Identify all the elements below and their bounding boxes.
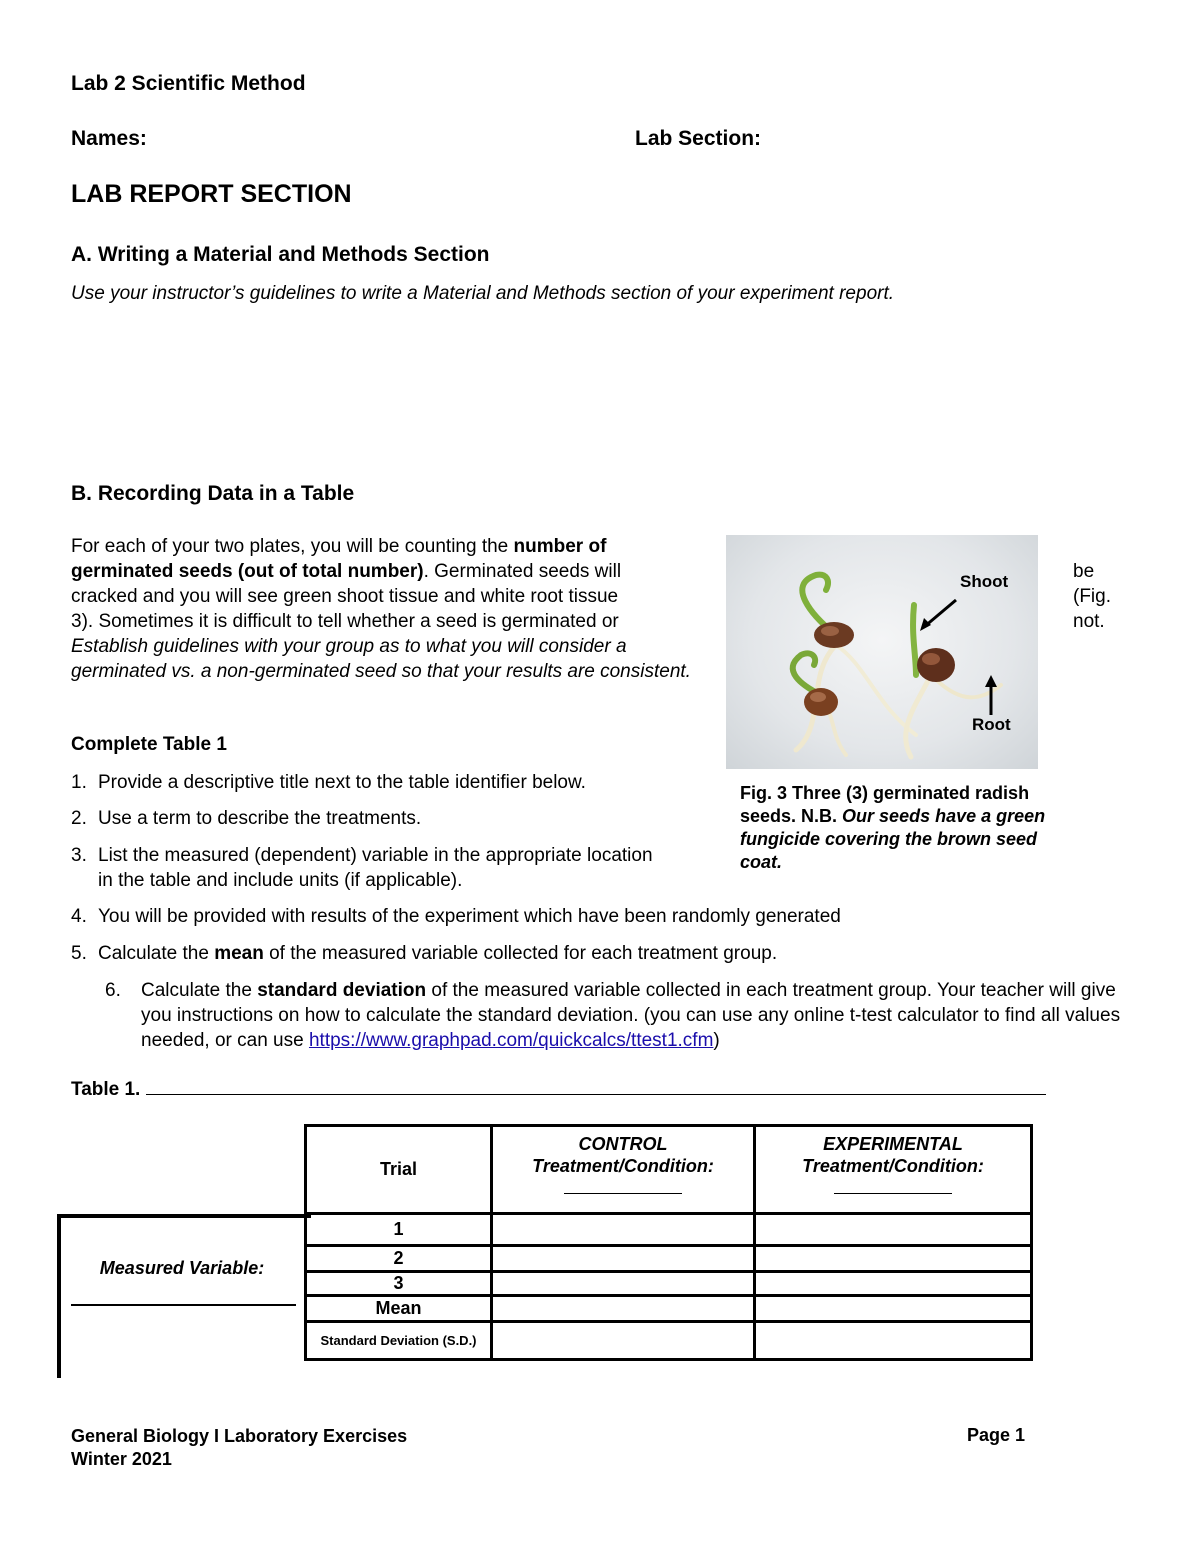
control-header-sub: Treatment/Condition: [532,1156,714,1176]
table-row [306,1214,1032,1246]
list-text: Use a term to describe the treatments. [98,808,422,829]
list-number: 6. [105,980,121,1001]
experimental-cell[interactable] [755,1214,1032,1246]
experimental-cell[interactable] [755,1296,1032,1322]
measured-variable-label: Measured Variable: [99,1258,265,1278]
para-text-3: cracked and you will see green shoot tissue and white root tissue [71,586,619,607]
graphpad-link[interactable]: https://www.graphpad.com/quickcalcs/ttest1.cfm [308,1030,714,1051]
list-item [71,843,671,893]
table-identifier: Table 1. [71,1079,141,1100]
names-label: Names: [71,127,147,150]
control-cell[interactable] [492,1214,755,1246]
experimental-header-sub: Treatment/Condition: [802,1156,984,1176]
list-number: 1. [71,772,87,793]
item-6-text [141,978,1121,1053]
control-cell[interactable] [492,1322,755,1360]
measured-variable-blank[interactable] [71,1304,296,1306]
item-6-pre: Calculate the [141,980,258,1001]
list-item [71,904,1131,929]
list-text: List the measured (dependent) variable in the appropriate location in the table and include units (if applicable). [98,845,653,891]
para-right-fig: (Fig. [1073,586,1111,607]
measured-variable-box [57,1214,311,1378]
list-number: 5. [71,943,87,964]
control-cell[interactable] [492,1272,755,1296]
root-label: Root [972,715,1011,734]
experimental-treatment-blank[interactable] [834,1179,952,1194]
para-text-1: For each of your two plates, you will be counting the [71,536,514,557]
item-6-post: of the measured variable collected in each treatment group. Your teacher will give you instructions on how to calculate the standard deviation. (you can use any online t-test calculator to find all values needed, or can use [141,980,1121,1051]
experimental-header-title: EXPERIMENTAL [823,1134,963,1154]
caption-bold: Fig. 3 Three (3) germinated radish seeds. N.B. [740,783,1030,826]
item-5-post: of the measured variable collected for each treatment group. [263,943,778,964]
para-right-be: be [1073,561,1095,582]
section-b-paragraph [71,534,711,684]
section-b-heading: B. Recording Data in a Table [71,482,355,505]
list-number: 3. [71,845,87,866]
mean-label: Mean [306,1296,492,1322]
para-bold-1: number of germinated seeds (out of total number) [71,536,607,582]
experimental-header [755,1126,1032,1214]
footer-course [71,1425,407,1471]
list-number: 4. [71,906,87,927]
trial-header [306,1126,492,1214]
complete-table-heading: Complete Table 1 [71,734,227,755]
item-6-end: ) [713,1030,720,1051]
shoot-label: Shoot [960,572,1009,591]
report-heading: LAB REPORT SECTION [71,180,352,208]
experimental-cell[interactable] [755,1246,1032,1272]
item-6-bold: standard deviation [257,980,427,1001]
table-row [306,1246,1032,1272]
data-table [304,1124,1033,1361]
para-italic: Establish guidelines with your group as to what you will consider a germinated vs. a non-germinated seed so that your results are consistent. [71,636,691,682]
table-row [306,1272,1032,1296]
control-header [492,1126,755,1214]
list-item [71,770,691,795]
control-treatment-blank[interactable] [564,1179,682,1194]
table-title-blank[interactable] [146,1077,1046,1095]
list-text: You will be provided with results of the experiment which have been randomly generated [98,906,841,927]
seed-photo [726,535,1038,769]
para-text-2: . Germinated seeds will [423,561,622,582]
para-right-fragments [1073,559,1123,634]
table-row [306,1296,1032,1322]
list-item [105,978,1125,1053]
table-row [306,1322,1032,1360]
para-text-4: 3). Sometimes it is difficult to tell whether a seed is germinated or [71,611,619,632]
trial-label: 3 [306,1272,492,1296]
control-cell[interactable] [492,1246,755,1272]
trial-label: 1 [306,1214,492,1246]
trial-label: 2 [306,1246,492,1272]
lab-section-label: Lab Section: [635,127,762,150]
lab-title: Lab 2 Scientific Method [71,72,306,95]
footer-page-number: Page 1 [967,1425,1026,1445]
control-header-title: CONTROL [578,1134,668,1154]
experimental-cell[interactable] [755,1322,1032,1360]
footer-term: Winter 2021 [71,1449,172,1469]
item-5-bold: mean [214,943,264,964]
trial-header-label: Trial [379,1159,418,1179]
experimental-cell[interactable] [755,1272,1032,1296]
list-text: Provide a descriptive title next to the table identifier below. [98,772,586,793]
table-caption [71,1077,1046,1101]
table-header-row [306,1126,1032,1214]
para-right-not: not. [1073,611,1105,632]
section-a-heading: A. Writing a Material and Methods Section [71,243,490,266]
list-item [71,806,691,831]
caption-italic: Our seeds have a green fungicide covering the brown seed coat. [740,806,1046,872]
figure-caption [740,782,1060,874]
list-number: 2. [71,808,87,829]
section-a-instruction: Use your instructor’s guidelines to write a Material and Methods section of your experiment report. [71,283,895,304]
footer-course-name: General Biology I Laboratory Exercises [71,1426,408,1446]
item-5-pre: Calculate the [98,943,215,964]
control-cell[interactable] [492,1296,755,1322]
sd-label: Standard Deviation (S.D.) [306,1322,492,1360]
list-item [71,941,1131,966]
